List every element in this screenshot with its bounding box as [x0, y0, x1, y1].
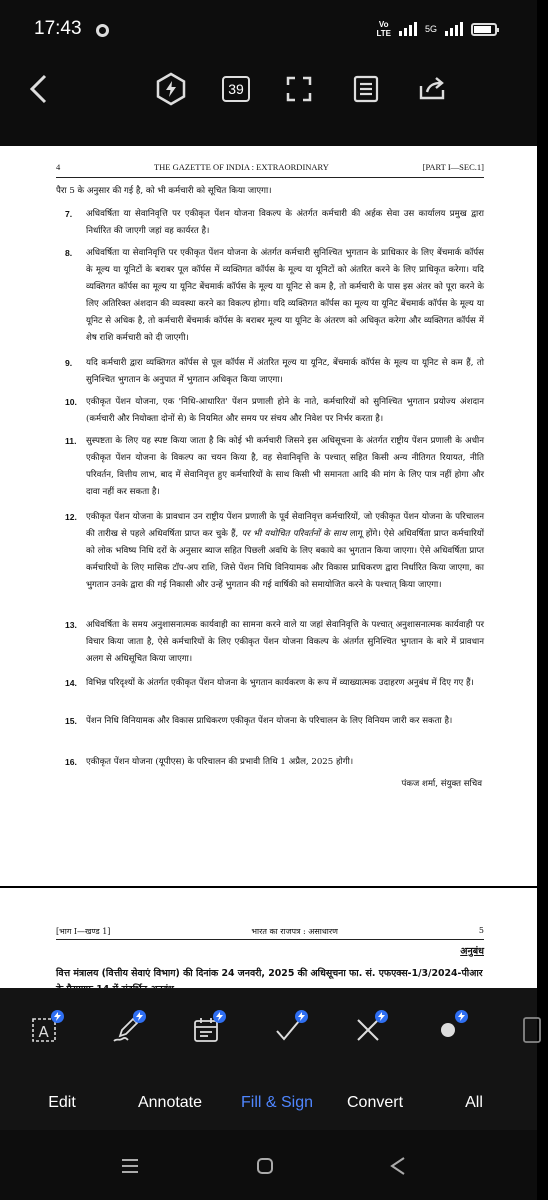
paragraph-7: 7. अधिवर्षिता या सेवानिवृत्ति पर एकीकृत पेंशन योजना विकल्प के अंतर्गत कर्मचारी की अर्हक सेवा उस कार्यालय प्रमुख द्वारा निर्धारित की जाएगी जहां वह कार्यरत है। [65, 209, 484, 236]
fullscreen-icon[interactable] [278, 68, 320, 110]
home-icon[interactable] [250, 1154, 280, 1178]
pdf-document[interactable] [0, 146, 537, 988]
paragraph-10: 10. एकीकृत पेंशन योजना, एक 'निधि-आधारित' पेंशन प्रणाली होने के नाते, कर्मचारियों को सुनिश्चित भुगतान प्रयोज्य अंशदान (कर्मचारी और नियोक्ता दोनों से) के नियमित और समय पर संचय और निवेश पर निर्भर करता है। [65, 397, 484, 424]
share-icon[interactable] [412, 68, 454, 110]
part-section: [PART I—SEC.1] [422, 162, 484, 172]
5g-icon: 5G [424, 24, 437, 34]
clock: 17:43 [34, 18, 82, 39]
paragraph-13: 13. अधिवर्षिता के समय अनुशासनात्मक कार्यवाही का सामना करने वाले या जहां सेवानिवृत्ति के पश्चात् अनुशासनात्मक कार्यवाही पर विचार किया जाता है, ऐसे कर्मचारियों के लिए एकीकृत पेंशन योजना विकल्प के अंतर्गत सुनिश्चित भुगतान के बारे में प्रावधान अलग से अधिसूचित किया जाएगा। [65, 620, 484, 664]
annex-title: वित्त मंत्रालय (वित्तीय सेवाएं विभाग) की दिनांक 24 जनवरी, 2025 की अधिसूचना फा. सं. एफएक्स-1/3/2024-पीआर [56, 968, 483, 979]
page-count-icon[interactable] [215, 68, 257, 110]
gazette-title: THE GAZETTE OF INDIA : EXTRAORDINARY [153, 162, 329, 172]
running-head [56, 162, 484, 172]
recents-icon[interactable] [115, 1154, 145, 1178]
page-count-badge: 39 [222, 76, 250, 102]
pdf-page-5 [0, 906, 537, 988]
paragraph-11: 11. सुस्पष्टता के लिए यह स्पष्ट किया जाता है कि कोई भी कर्मचारी जिसने इस अधिसूचना के अंतर्गत राष्ट्रीय पेंशन प्रणाली के अधीन एकीकृत पेंशन योजना के विकल्प का चयन किया है, वह सेवानिवृत्ति के पश्चात् सहित किसी अन्य नीतिगत रियायत, नीति परिवर्तन, वित्तीय लाभ, बाद में सेवानिवृत्त हुए कर्मचारियों के साथ किसी भी समानता आदि की मांग के लिए पात्र नहीं होगा और दावा नहीं कर सकता है। [65, 436, 484, 497]
text-box-icon[interactable] [24, 1010, 64, 1050]
tab-all[interactable]: All [465, 1094, 483, 1111]
signatory: पंकज शर्मा, संयुक्त सचिव [401, 779, 482, 789]
annex-label: अनुबंध [460, 946, 484, 957]
back-icon[interactable] [383, 1154, 413, 1178]
premium-bolt-icon [375, 1010, 388, 1023]
pdf-page-4 [0, 146, 537, 886]
signal-icon-2 [445, 22, 463, 36]
running-head-2 [56, 926, 484, 937]
dot-icon[interactable] [428, 1010, 468, 1050]
continuation-text: पैरा 5 के अनुसार की गई है, को भी कर्मचारी को सूचित किया जाएगा। [56, 186, 272, 196]
italic-phrase: पर भी यथोचित परिवर्तनों के साथ [241, 529, 347, 539]
tab-annotate[interactable]: Annotate [137, 1094, 203, 1111]
reading-mode-icon[interactable] [345, 68, 387, 110]
pen-sign-icon[interactable] [106, 1010, 146, 1050]
checkmark-icon[interactable] [268, 1010, 308, 1050]
ai-hexagon-icon[interactable] [150, 68, 192, 110]
battery-icon [471, 23, 497, 36]
bottom-tools-panel [0, 988, 537, 1130]
svg-text:A: A [38, 1023, 49, 1041]
tab-convert[interactable]: Convert [346, 1094, 404, 1111]
header-rule-2 [56, 939, 484, 940]
back-arrow-icon[interactable] [18, 68, 60, 110]
premium-bolt-icon [455, 1010, 468, 1023]
chrome-icon [96, 24, 109, 37]
signal-icon [399, 22, 417, 36]
paragraph-14: 14. विभिन्न परिदृश्यों के अंतर्गत एकीकृत पेंशन योजना के भुगतान कार्यकरण के रूप में व्याख्यात्मक उदाहरण अनुबंध में दिए गए हैं। [65, 678, 474, 688]
premium-bolt-icon [133, 1010, 146, 1023]
paragraph-16: 16. एकीकृत पेंशन योजना (यूपीएस) के परिचालन की प्रभावी तिथि 1 अप्रैल, 2025 होगी। [65, 757, 354, 767]
part-section-2: [भाग I—खण्ड 1] [56, 927, 111, 936]
calendar-icon[interactable] [186, 1010, 226, 1050]
page-number-2: 5 [478, 926, 484, 935]
header-rule [56, 177, 484, 178]
cross-icon[interactable] [348, 1010, 388, 1050]
premium-bolt-icon [295, 1010, 308, 1023]
paragraph-15: 15. पेंशन निधि विनियामक और विकास प्राधिकरण एकीकृत पेंशन योजना के परिचालन के लिए विनियम जारी कर सकता है। [65, 716, 453, 726]
paragraph-8: 8. अधिवर्षिता या सेवानिवृत्ति पर एकीकृत पेंशन योजना के अंतर्गत कर्मचारी सुनिश्चित भुगतान के प्राधिकार के लिए बेंचमार्क कॉर्पस के मूल्य या यूनिटों के बराबर पूल कॉर्पस में व्यक्तिगत कॉर्पस के मूल्य या यूनिटों को अंतरित करने के लिए प्राधिकृत करेगा। यदि व्यक्तिगत कॉर्पस का मूल्य या यूनिट बेंचमार्क कॉर्पस के मूल्य या यूनिट से कम है, तो कर्मचारी के पास इस अंतर को पूरा करने के लिए अतिरिक्त अंशदान की व्यवस्था करने का विकल्प होगा। यदि व्यक्तिगत कॉर्पस का मूल्य या यूनिट बेंचमार्क कॉर्पस के मूल्य या यूनिट से अधिक है, तो कर्मचारी बेंचमार्क कॉर्पस के बराबर मूल्य या यूनिट के अंतरण को अधिकृत करेगा और व्यक्तिगत कॉर्पस में शेष राशि कर्मचारी को दी जाएगी। [65, 248, 484, 343]
more-tools-icon[interactable] [508, 1010, 548, 1050]
system-nav-bar [0, 1130, 537, 1200]
paragraph-12: 12. एकीकृत पेंशन योजना के प्रावधान उन राष्ट्रीय पेंशन प्रणाली के पूर्व सेवानिवृत्त कर्मचारियों, जो एकीकृत पेंशन योजना के परिचालन की तारीख से पहले अधिवर्षिता प्राप्त कर चुके हैं, पर भी यथोचित परिवर्तनों के साथ लागू होंगे। ऐसे अधिवर्षिता प्राप्त कर्मचारियों को लोक भविष्य निधि दरों के अनुसार ब्याज सहित पिछली अवधि के लिए बकाये का भुगतान किया जाएगा। ऐसे अधिवर्षिता प्राप्त कर्मचारियों के लिए मासिक टॉप-अप राशि, जिसे पेंशन निधि विनियामक और विकास प्राधिकरण द्वारा निर्धारित किया जाएगा, का भुगतान उनके द्वारा की गई निकासी और उन्हें भुगतान की गई वार्षिकी को समायोजित करने के पश्चात् किया जाएगा। [65, 512, 485, 590]
premium-bolt-icon [51, 1010, 64, 1023]
paragraph-9: 9. यदि कर्मचारी द्वारा व्यक्तिगत कॉर्पस से पूल कॉर्पस में अंतरित मूल्य या यूनिट, बेंचमार्क कॉर्पस के मूल्य या यूनिट से कम हैं, तो सुनिश्चित भुगतान के अनुपात में भुगतान अधिकृत किया जाएगा। [65, 358, 484, 385]
tab-fill-sign[interactable]: Fill & Sign [240, 1094, 314, 1111]
top-toolbar [0, 62, 537, 146]
status-icons [376, 20, 497, 38]
page-number: 4 [56, 162, 61, 172]
gazette-title-2: भारत का राजपत्र : असाधारण [251, 927, 338, 936]
premium-bolt-icon [213, 1010, 226, 1023]
tab-edit[interactable]: Edit [48, 1094, 76, 1111]
status-bar [0, 0, 537, 62]
volte-icon: Vo LTE [376, 20, 391, 38]
